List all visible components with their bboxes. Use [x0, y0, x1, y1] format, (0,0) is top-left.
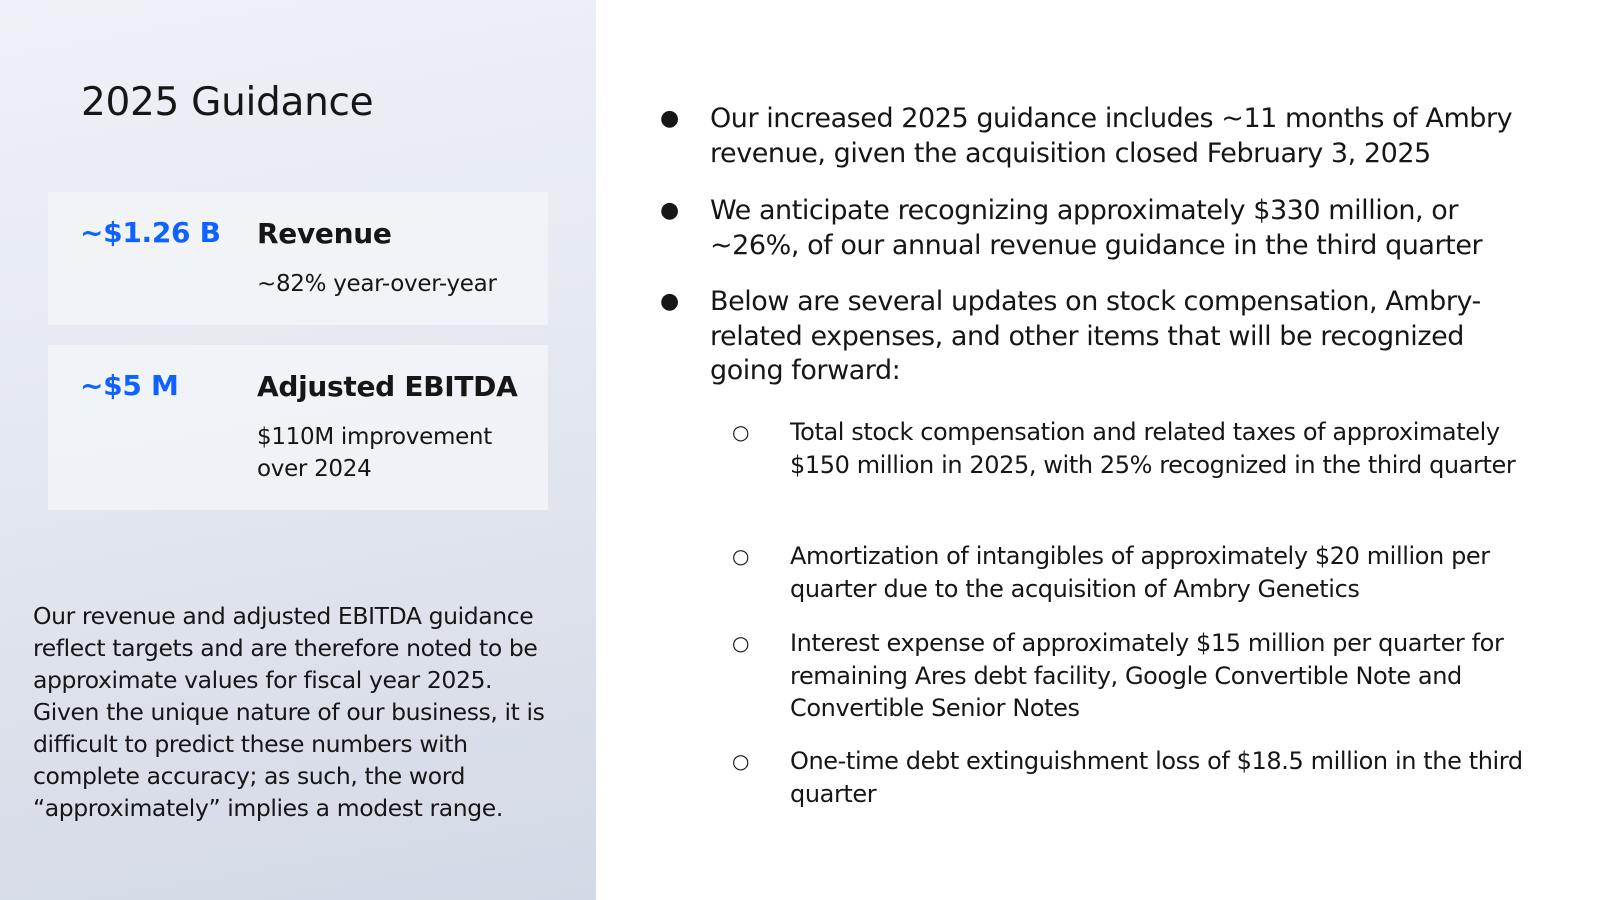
- bullet-text: Below are several updates on stock compensation, Ambry-related expenses, and other items that will be recognized going forward:: [710, 286, 1481, 386]
- sub-bullet-text: One-time debt extinguishment loss of $18.5 million in the third quarter: [790, 747, 1523, 808]
- page-title: 2025 Guidance: [81, 80, 374, 125]
- bullet-text: We anticipate recognizing approximately $330 million, or ~26%, of our annual revenue guidance in the third quarter: [710, 195, 1483, 261]
- sub-bullet-icon: ○: [732, 544, 750, 568]
- bullet-icon: ●: [660, 106, 680, 131]
- sub-bullet-text: Total stock compensation and related taxes of approximately $150 million in 2025, with 25% recognized in the third quarter: [790, 418, 1516, 479]
- revenue-subtext: ~82% year-over-year: [257, 271, 497, 297]
- revenue-label: Revenue: [257, 217, 392, 250]
- ebitda-subtext: $110M improvement over 2024: [257, 424, 492, 482]
- sub-bullet-text: Interest expense of approximately $15 million per quarter for remaining Ares debt facility, Google Convertible Note and Convertible Senior Notes: [790, 629, 1504, 722]
- revenue-card: [48, 192, 548, 325]
- sub-bullet-icon: ○: [732, 631, 750, 655]
- sub-bullet-icon: ○: [732, 420, 750, 444]
- revenue-value: ~$1.26 B: [80, 216, 221, 249]
- ebitda-card: [48, 345, 548, 510]
- sub-bullet-icon: ○: [732, 749, 750, 773]
- ebitda-value: ~$5 M: [80, 369, 179, 402]
- ebitda-label: Adjusted EBITDA: [257, 370, 518, 403]
- bullet-icon: ●: [660, 289, 680, 314]
- disclaimer-text: Our revenue and adjusted EBITDA guidance reflect targets and are therefore noted to be approximate values for fiscal year 2025. Given the unique nature of our business, it is difficult to predict these numbers with complete accuracy; as such, the word “approximately” implies a modest range.: [33, 602, 545, 822]
- sub-bullet-text: Amortization of intangibles of approximately $20 million per quarter due to the acquisition of Ambry Genetics: [790, 542, 1490, 603]
- bullet-icon: ●: [660, 198, 680, 223]
- guidance-panel: [0, 0, 596, 900]
- bullet-text: Our increased 2025 guidance includes ~11 months of Ambry revenue, given the acquisition closed February 3, 2025: [710, 103, 1513, 169]
